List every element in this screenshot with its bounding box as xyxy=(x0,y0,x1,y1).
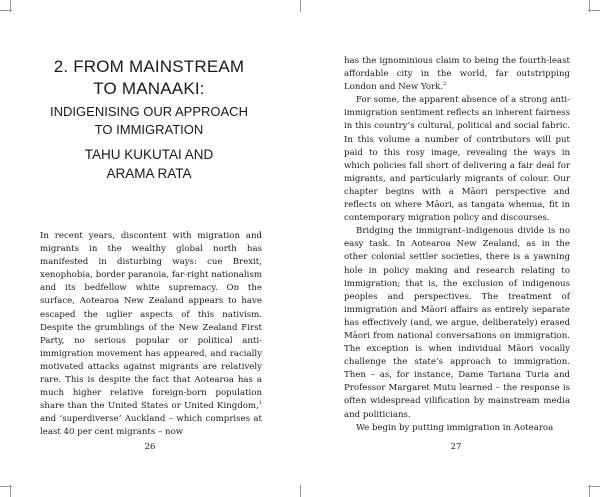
chapter-authors-line-2: ARAMA RATA xyxy=(106,166,192,181)
paragraph-text: In recent years, discontent with migration and migrants in the wealthy global north has manifested in disturbing ways: cue Brexit, xenophobia, border paranoia, far-right nationalism and its bedfellow white supremacy. On the surface, Aotearoa New Zealand appears to have escaped the uglier aspects of this nativism. Despite the grumblings of the New Zealand First Party, no serious popular or political anti-immigration movement has appeared, and racially motivated attacks against migrants are relatively rare. This is despite the fact that Aotearoa has a much higher relative foreign-born population share than the United States or United Kingdom, xyxy=(40,231,262,412)
paragraph: For some, the apparent absence of a strong anti-immigration sentiment reflects an inherent fairness in this country’s cultural, political and social fabric. In this volume a number of contributors will put paid to this rosy image, revealing the ways in which policies fall short of delivering a fair deal for migrants, and particularly migrants of colour. Our chapter begins with a Māori perspective and reflects on where Māori, as tangata whenua, fit in contemporary migration policy and discourses. xyxy=(344,95,570,224)
chapter-subtitle-line-1: INDIGENISING OUR APPROACH xyxy=(50,104,248,119)
left-body-text xyxy=(40,230,262,440)
footnote-marker: 1 xyxy=(258,400,262,407)
chapter-title-line-1: 2. FROM MAINSTREAM xyxy=(53,57,245,76)
chapter-authors-line-1: TAHU KUKUTAI AND xyxy=(84,147,214,162)
chapter-heading xyxy=(40,56,258,183)
paragraph xyxy=(344,55,570,94)
chapter-title-line-2: TO MANAAKI: xyxy=(93,79,205,98)
chapter-subtitle-line-2: TO IMMIGRATION xyxy=(94,122,204,137)
paragraph-text: has the ignominious claim to being the fourth-least affordable city in the world, far outstripping London and New York. xyxy=(344,56,570,93)
footnote-marker: 2 xyxy=(443,81,447,88)
paragraph: Bridging the immigrant–indigenous divide is no easy task. In Aotearoa New Zealand, as in the other colonial settler societies, there is a yawning hole in policy making and research relating to immigration; that is, the exclusion of indigenous peoples and perspectives. The treatment of immigration and Māori affairs as entirely separate has effectively (and, we argue, deliberately) erased Māori from national conversations on immigration. The exception is when individual Māori vocally challenge the state’s approach to immigration. Then – as, for instance, Dame Tariana Turia and Professor Margaret Mutu learned – the response is often widespread vilification by mainstream media and politicians. xyxy=(344,226,570,420)
paragraph: We begin by putting immigration in Aotearoa xyxy=(356,422,554,433)
paragraph-text: and ‘superdiverse’ Auckland – which comprises at least 40 per cent migrants – now xyxy=(40,414,262,438)
page-number: 26 xyxy=(144,442,156,452)
right-body-text xyxy=(344,55,570,435)
paragraph xyxy=(40,230,262,440)
right-page xyxy=(300,0,600,497)
page-number: 27 xyxy=(450,442,462,452)
